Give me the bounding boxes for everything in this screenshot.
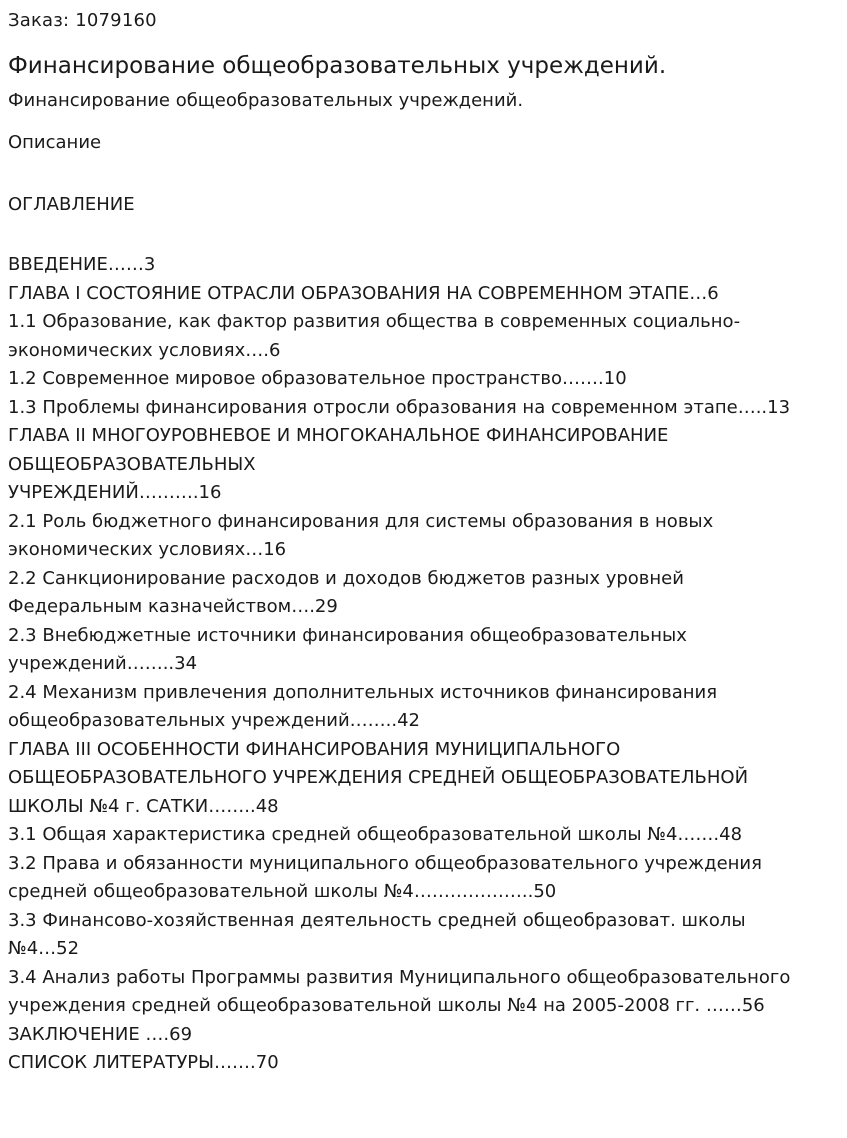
toc-entry: 3.3 Финансово-хозяйственная деятельность средней общеобразоват. школы №4…52 xyxy=(8,909,746,959)
toc-entry: 3.2 Права и обязанности муниципального общеобразовательного учреждения средней общеобразовательной школы №4………………..50 xyxy=(8,852,762,902)
description-label: Описание xyxy=(8,132,102,153)
order-number: Заказ: 1079160 xyxy=(8,10,157,31)
toc-entry: 2.1 Роль бюджетного финансирования для системы образования в новых экономических условиях…16 xyxy=(8,510,714,560)
toc-entry: 3.1 Общая характеристика средней общеобразовательной школы №4…….48 xyxy=(8,824,743,845)
toc-entry: ВВЕДЕНИЕ……3 xyxy=(8,254,156,275)
page-subtitle: Финансирование общеобразовательных учреждений. xyxy=(8,90,524,111)
toc-entry: 1.3 Проблемы финансирования отросли образования на современном этапе…..13 xyxy=(8,396,791,418)
toc-entry: 3.4 Анализ работы Программы развития Муниципального общеобразовательного учреждения средней общеобразовательной школы №4 на 2005-2008 гг. ……56 xyxy=(8,966,791,1016)
toc-entry: ГЛАВА II МНОГОУРОВНЕВОЕ И МНОГОКАНАЛЬНОЕ ФИНАНСИРОВАНИЕ ОБЩЕОБРАЗОВАТЕЛЬНЫХ УЧРЕЖДЕНИЙ……….16 xyxy=(8,425,669,503)
toc-heading: ОГЛАВЛЕНИЕ xyxy=(8,194,135,215)
toc-entry: 2.2 Санкционирование расходов и доходов бюджетов разных уровней Федеральным казначейством….29 xyxy=(8,567,684,617)
toc-entry: 1.1 Образование, как фактор развития общества в современных социально- экономических условиях….6 xyxy=(8,311,741,361)
toc-entry: 1.2 Современное мировое образовательное пространство…….10 xyxy=(8,368,627,389)
toc-entry: ЗАКЛЮЧЕНИЕ ….69 xyxy=(8,1023,193,1045)
toc-entry: ГЛАВА III ОСОБЕННОСТИ ФИНАНСИРОВАНИЯ МУНИЦИПАЛЬНОГО ОБЩЕОБРАЗОВАТЕЛЬНОГО УЧРЕЖДЕНИЯ СРЕДНЕЙ ОБЩЕОБРАЗОВАТЕЛЬНОЙ ШКОЛЫ №4 г. САТКИ……..48 xyxy=(8,738,749,817)
toc-entry: 2.4 Механизм привлечения дополнительных источников финансирования общеобразовательных учреждений……..42 xyxy=(8,681,718,731)
toc-entry: 2.3 Внебюджетные источники финансирования общеобразовательных учреждений……..34 xyxy=(8,624,687,674)
page-title: Финансирование общеобразовательных учреждений. xyxy=(8,53,667,79)
table-of-contents xyxy=(8,251,839,1078)
toc-entry: ГЛАВА I СОСТОЯНИЕ ОТРАСЛИ ОБРАЗОВАНИЯ НА СОВРЕМЕННОМ ЭТАПЕ…6 xyxy=(8,282,719,304)
toc-entry: СПИСОК ЛИТЕРАТУРЫ…….70 xyxy=(8,1052,279,1073)
